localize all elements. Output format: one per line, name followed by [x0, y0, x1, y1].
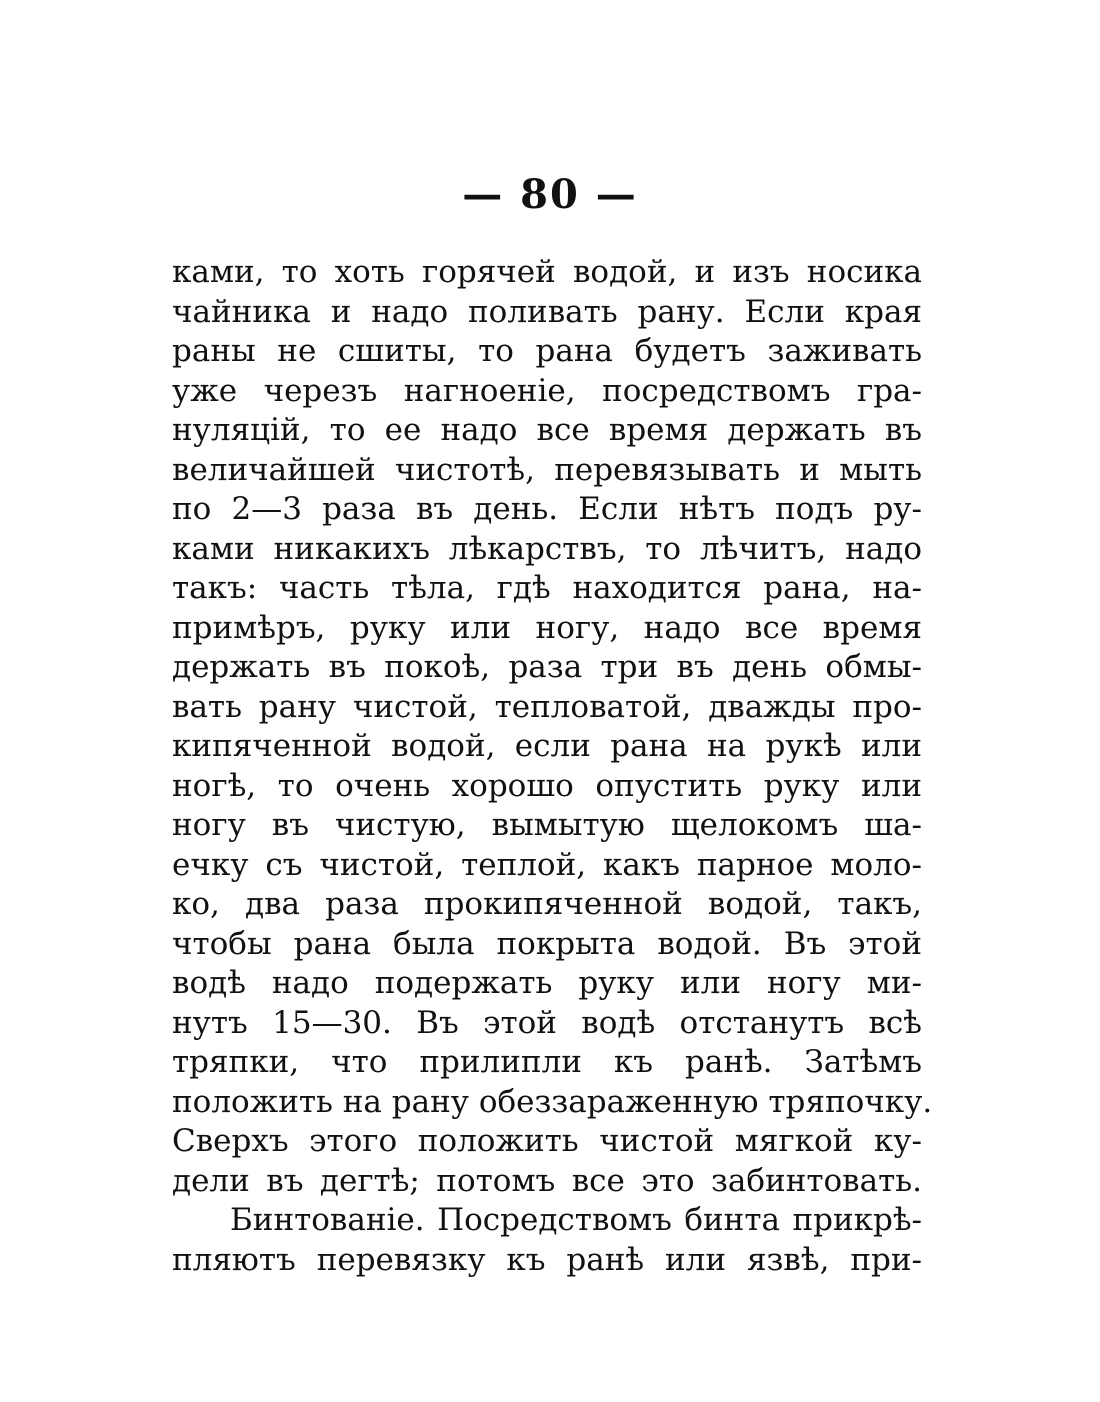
- text-line: уже черезъ нагноеніе, посредствомъ гра-: [172, 372, 922, 409]
- text-line: чтобы рана была покрыта водой. Въ этой: [172, 925, 922, 962]
- text-line: держать въ покоѣ, раза три въ день обмы-: [172, 649, 922, 685]
- page-number: — 80 —: [462, 171, 638, 218]
- text-line: нуляцій, то ее надо все время держать въ: [172, 412, 922, 448]
- text-line: дели въ дегтѣ; потомъ все это забинтовать.: [172, 1162, 922, 1199]
- text-line: нутъ 15—30. Въ этой водѣ отстанутъ всѣ: [172, 1004, 922, 1041]
- paragraph: [172, 1201, 922, 1280]
- text-line: ногѣ, то очень хорошо опустить руку или: [172, 767, 922, 804]
- paragraph: [172, 253, 933, 1201]
- text-line: такъ: часть тѣла, гдѣ находится рана, на-: [172, 570, 922, 606]
- text-line: Бинтованіе. Посредствомъ бинта прикрѣ-: [230, 1202, 922, 1238]
- text-line: положить на рану обеззараженную тряпочку.: [172, 1083, 933, 1120]
- text-line: ечку съ чистой, теплой, какъ парное моло-: [172, 846, 922, 883]
- body-text: [172, 253, 933, 1280]
- text-line: раны не сшиты, то рана будетъ заживать: [172, 333, 922, 369]
- text-line: величайшей чистотѣ, перевязывать и мыть: [172, 451, 922, 488]
- text-line: ками, то хоть горячей водой, и изъ носика: [172, 254, 922, 290]
- text-line: кипяченной водой, если рана на рукѣ или: [172, 728, 922, 764]
- text-line: ногу въ чистую, вымытую щелокомъ ша-: [172, 807, 922, 843]
- text-line: Сверхъ этого положить чистой мягкой ку-: [172, 1123, 922, 1159]
- text-line: по 2—3 раза въ день. Если нѣтъ подъ ру-: [172, 491, 922, 527]
- text-line: вать рану чистой, тепловатой, дважды про-: [172, 688, 922, 725]
- text-line: тряпки, что прилипли къ ранѣ. Затѣмъ: [172, 1044, 922, 1080]
- text-line: ко, два раза прокипяченной водой, такъ,: [172, 886, 922, 922]
- text-line: ками никакихъ лѣкарствъ, то лѣчитъ, надо: [172, 530, 922, 567]
- text-line: чайника и надо поливать рану. Если края: [172, 293, 922, 330]
- text-line: водѣ надо подержать руку или ногу ми-: [172, 965, 922, 1001]
- text-line: примѣръ, руку или ногу, надо все время: [172, 609, 922, 646]
- text-line: пляютъ перевязку къ ранѣ или язвѣ, при-: [172, 1241, 922, 1278]
